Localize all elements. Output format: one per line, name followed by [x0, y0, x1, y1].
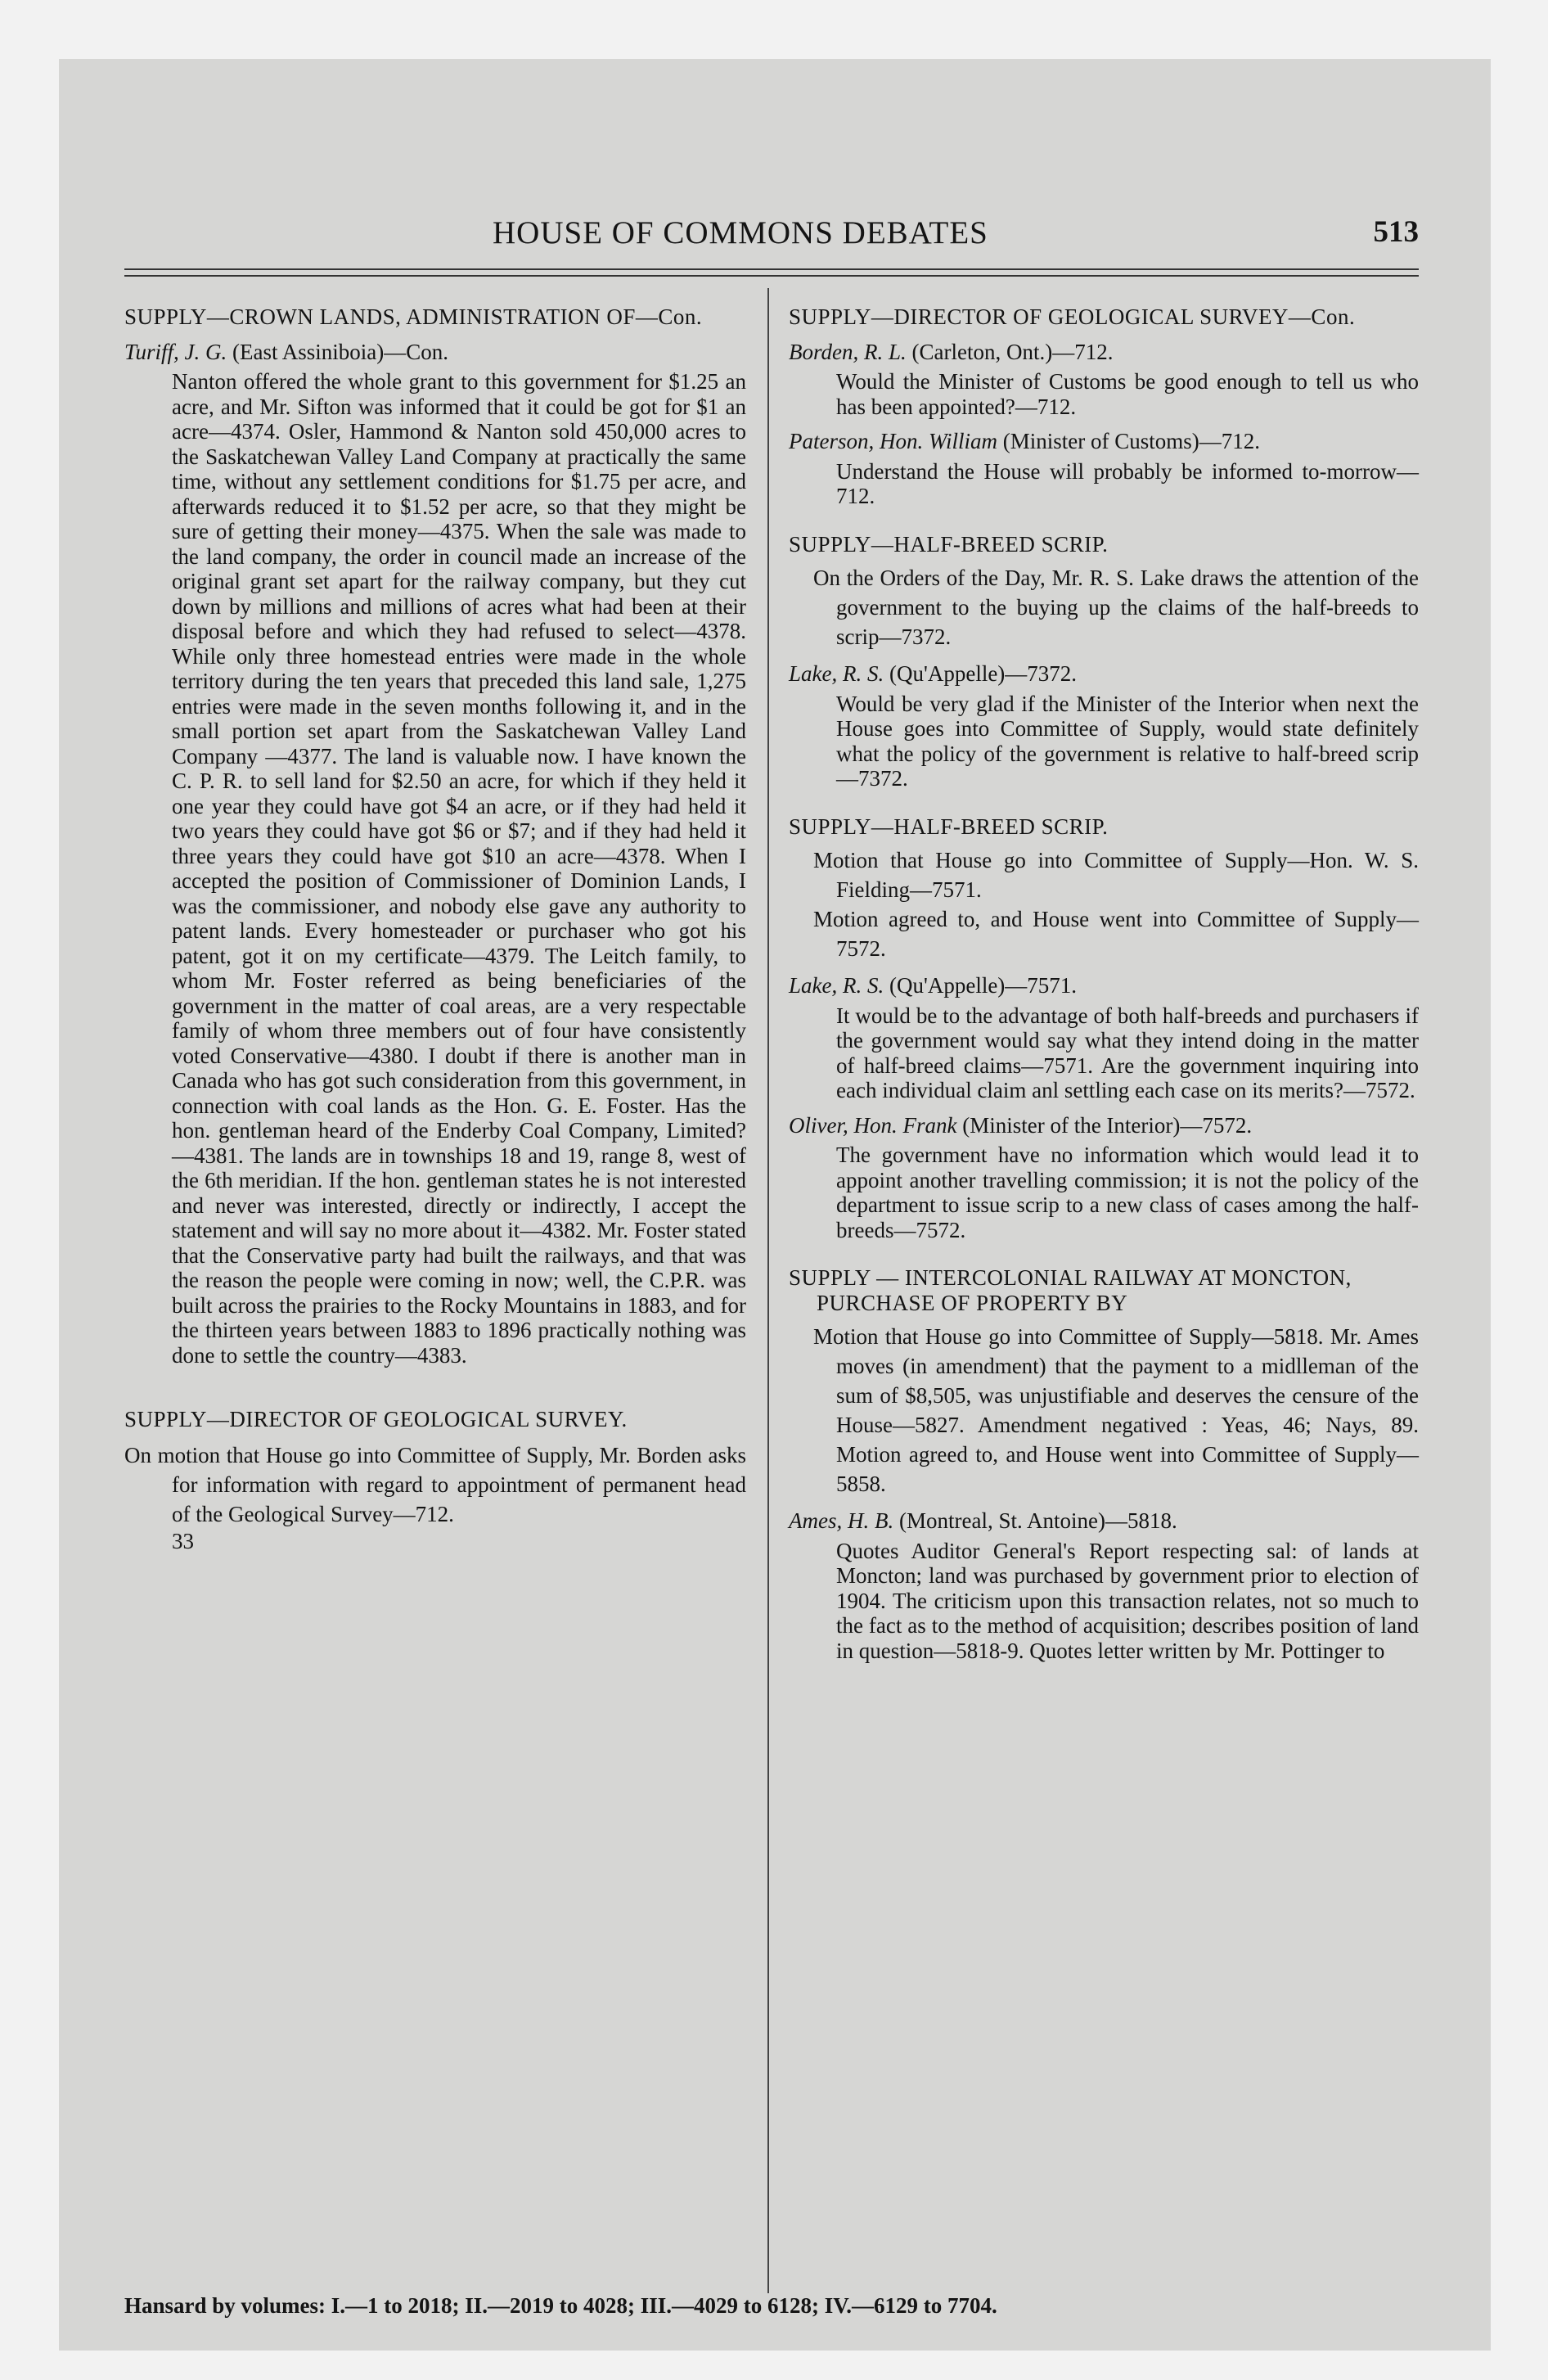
section-heading: SUPPLY—CROWN LANDS, ADMINISTRATION OF—Con. — [124, 304, 703, 329]
speaker-line — [789, 973, 1419, 998]
speaker-riding: (Minister of Customs)—712. — [1002, 429, 1260, 453]
speech-paragraph: The government have no information which would lead it to appoint another travelling commission; it is not the policy of the department to issue scrip to a new class of cases among the half-breeds—7572. — [836, 1143, 1419, 1242]
motion-paragraph: On the Orders of the Day, Mr. R. S. Lake draws the attention of the government to the buying up the claims of the half-breeds to scrip—7372. — [813, 566, 1419, 649]
speech-paragraph: Understand the House will probably be informed to-morrow—712. — [836, 458, 1419, 508]
speaker-line — [789, 340, 1419, 365]
left-column — [124, 304, 746, 1553]
speaker-name: Oliver, Hon. Frank — [789, 1112, 957, 1138]
header-rule-2 — [124, 275, 1419, 277]
page-content — [124, 149, 1499, 2351]
speaker-line — [789, 429, 1419, 454]
speaker-riding: (Qu'Appelle)—7571. — [889, 973, 1078, 998]
page-title: HOUSE OF COMMONS DEBATES — [493, 215, 988, 250]
speaker-name: Borden, R. L. — [789, 339, 907, 364]
speech-paragraph: Nanton offered the whole grant to this government for $1.25 an acre, and Mr. Sifton was informed that it could be got for $1 an acre—4374. Osler, Hammond & Nanton sold 450,000 acres to the Saskatchewan Valley Land Company at practically the same time, without any settlement conditions for $1.75 per acre, and afterwards reduced it to $1.52 per acre, so that they might be sure of getting their money—4375. When the sale was made to the land company, the order in council made an increase of the original grant set apart for the railway company, but they cut down by millions and millions of acres what had been at their disposal before and which they had refused to select—4378. While only three homestead entries were made in the whole territory during the ten years that preceded this land sale, 1,275 entries were made in the seven months following it, and in the small portion set apart from the Saskatchewan Valley Land Company —4377. The land is valuable now. I have known the C. P. R. to sell land for $2.50 an acre, for which if they held it one year they could have got $4 an acre, or if they had held it two years they could have got $6 or $7; and if they had held it three years they could have got $10 an acre—4378. When I accepted the position of Commissioner of Dominion Lands, I was the commissioner, and nobody else gave any authority to patent lands. Every homesteader or purchaser who got his patent, got it on my certificate—4379. The Leitch family, to whom Mr. Foster referred as being beneficiaries of the government in the matter of coal areas, are a very respectable family of whom three members out of four have consistently voted Conservative—4380. I doubt if there is another man in Canada who has got such consideration from this government, in connection with coal lands as the Hon. G. E. Foster. Has the hon. gentleman heard of the Enderby Coal Company, Limited?—4381. The lands are in townships 18 and 19, range 8, west of the 6th meridian. If the hon. gentleman states he is not interested and never was interested, directly or indirectly, I accept the statement and will say no more about it—4382. Mr. Foster stated that the Conservative party had built the railways, and that was the reason the people were coming in now; well, the C.P.R. was built across the prairies to the Rocky Mountains in 1883, and for the thirteen years between 1883 to 1896 practically nothing was done to settle the country—4383. — [172, 369, 746, 1368]
signature-number: 33 — [172, 1528, 194, 1553]
speaker-riding: (Minister of the Interior)—7572. — [962, 1112, 1253, 1138]
speaker-line — [789, 661, 1419, 687]
section-heading: SUPPLY — INTERCOLONIAL RAILWAY AT MONCTON, PURCHASE OF PROPERTY BY — [789, 1265, 1352, 1315]
speaker-line — [789, 1113, 1419, 1138]
motion-paragraph: Motion agreed to, and House went into Committee of Supply—7572. — [813, 907, 1419, 961]
speech-paragraph: It would be to the advantage of both half-breeds and purchasers if the government would say what they intend doing in the matter of half-breed claims—7571. Are the government inquiring into each individual claim anl settling each case on its merits?—7572. — [836, 1003, 1419, 1102]
speaker-riding: (Montreal, St. Antoine)—5818. — [898, 1508, 1177, 1533]
page-header — [124, 214, 1419, 264]
motion-paragraph: Motion that House go into Committee of Supply—Hon. W. S. Fielding—7571. — [813, 848, 1419, 902]
speaker-line — [789, 1508, 1419, 1534]
page-footer: Hansard by volumes: I.—1 to 2018; II.—2019 to 4028; III.—4029 to 6128; IV.—6129 to 7704. — [124, 2293, 997, 2318]
section-heading: SUPPLY—DIRECTOR OF GEOLOGICAL SURVEY—Con. — [789, 304, 1356, 329]
speaker-riding: (Carleton, Ont.)—712. — [911, 339, 1114, 364]
section-heading: SUPPLY—HALF-BREED SCRIP. — [789, 531, 1109, 557]
motion-paragraph: Motion that House go into Committee of Supply—5818. Mr. Ames moves (in amendment) that the payment to a midlleman of the sum of $8,505, was unjustifiable and deserves the censure of the House—5827. Amendment negatived : Yeas, 46; Nays, 89. Motion agreed to, and House went into Committee of Supply—5858. — [813, 1324, 1419, 1496]
speech-paragraph: Would the Minister of Customs be good enough to tell us who has been appointed?—712. — [836, 369, 1419, 419]
speaker-name: Lake, R. S. — [789, 973, 884, 998]
speaker-riding: (East Assiniboia)—Con. — [232, 339, 449, 364]
section-heading: SUPPLY—HALF-BREED SCRIP. — [789, 814, 1109, 839]
speech-paragraph: Quotes Auditor General's Report respecting sal: of lands at Moncton; land was purchased by government prior to election of 1904. The criticism upon this transaction relates, not so much to the fact as to the method of acquisition; describes position of land in question—5818-9. Quotes letter written by Mr. Pottinger to — [836, 1538, 1419, 1663]
speaker-name: Lake, R. S. — [789, 661, 884, 686]
section-heading: SUPPLY—DIRECTOR OF GEOLOGICAL SURVEY. — [124, 1407, 628, 1431]
column-divider — [767, 288, 769, 2293]
speaker-riding: (Qu'Appelle)—7372. — [889, 661, 1078, 686]
right-column — [789, 304, 1419, 1663]
speaker-name: Paterson, Hon. William — [789, 429, 997, 453]
scanned-page — [59, 59, 1491, 2351]
motion-paragraph: On motion that House go into Committee of Supply, Mr. Borden asks for information with regard to appointment of permanent head of the Geological Survey—712. — [124, 1442, 746, 1526]
header-rule — [124, 268, 1419, 270]
page-number: 513 — [1373, 215, 1419, 249]
speaker-name: Turiff, J. G. — [124, 339, 227, 364]
speaker-line — [124, 340, 746, 365]
speech-paragraph: Would be very glad if the Minister of the Interior when next the House goes into Committee of Supply, would state definitely what the policy of the government is relative to half-breed scrip—7372. — [836, 691, 1419, 791]
speaker-name: Ames, H. B. — [789, 1508, 894, 1533]
